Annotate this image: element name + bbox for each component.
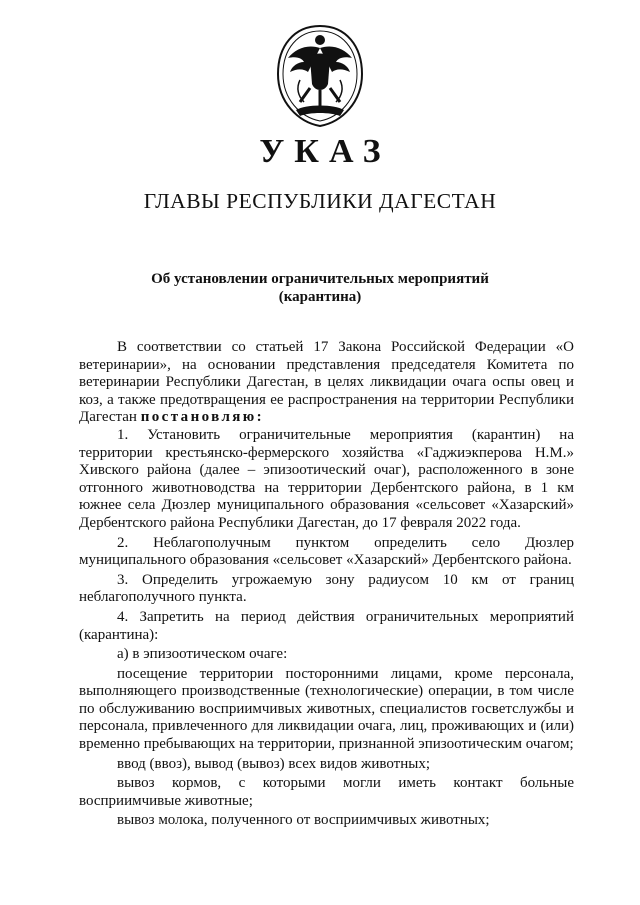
paragraph-4a-item-1: посещение территории посторонними лицами, кроме персонала, выполняющего производственные (технологические) операции, в том числе по обслуживанию восприимчивых животных, специалистов госветслужбы и персонала, привлеченного для ликвидации очага, лиц, проживающих и (или) временно пребывающих на территории, признанной эпизоотическим очагом; — [79, 665, 574, 753]
heading-line-1: Об установлении ограничительных мероприятий — [151, 271, 489, 287]
coat-of-arms-emblem — [270, 22, 370, 130]
document-title: УКАЗ — [259, 133, 391, 170]
preamble-paragraph — [79, 339, 574, 427]
document-body — [79, 339, 574, 830]
paragraph-1: 1. Установить ограничительные мероприятия (карантин) на территории крестьянско-фермерского хозяйства «Гаджиэкперова Н.М.» Хивского района (далее – эпизоотический очаг), расположенного в зоне отгонного животноводства на территории Дербентского района, в 1 км южнее села Дюзлер муниципального образования «сельсовет «Хазарский» Дербентского района Республики Дагестан, до 17 февраля 2022 года. — [79, 426, 574, 531]
preamble-text: В соответствии со статьей 17 Закона Российской Федерации «О ветеринарии», на основании представления председателя Комитета по ветеринарии Республики Дагестан, в целях ликвидации очага оспы овец и коз, а также предотвращения ее распространения на территории Республики Дагестан — [79, 339, 574, 426]
paragraph-2: 2. Неблагополучным пунктом определить село Дюзлер муниципального образования «сельсовет «Хазарский» Дербентского района. — [79, 534, 574, 569]
document-subtitle: ГЛАВЫ РЕСПУБЛИКИ ДАГЕСТАН — [143, 189, 497, 213]
paragraph-4a-item-3: вывоз кормов, с которыми могли иметь контакт больные восприимчивые животные; — [79, 775, 574, 809]
paragraph-4a-item-2: ввод (ввоз), вывод (вывоз) всех видов животных; — [117, 755, 431, 772]
paragraph-4a-item-4: вывоз молока, полученного от восприимчивых животных; — [117, 812, 490, 829]
decree-word: постановляю: — [140, 409, 265, 426]
heading-line-2: (карантина) — [278, 289, 362, 305]
paragraph-3: 3. Определить угрожаемую зону радиусом 10 км от границ неблагополучного пункта. — [79, 571, 574, 606]
paragraph-4: 4. Запретить на период действия ограничительных мероприятий (карантина): — [79, 608, 574, 643]
document-heading — [0, 270, 640, 306]
paragraph-4a: а) в эпизоотическом очаге: — [117, 646, 288, 663]
